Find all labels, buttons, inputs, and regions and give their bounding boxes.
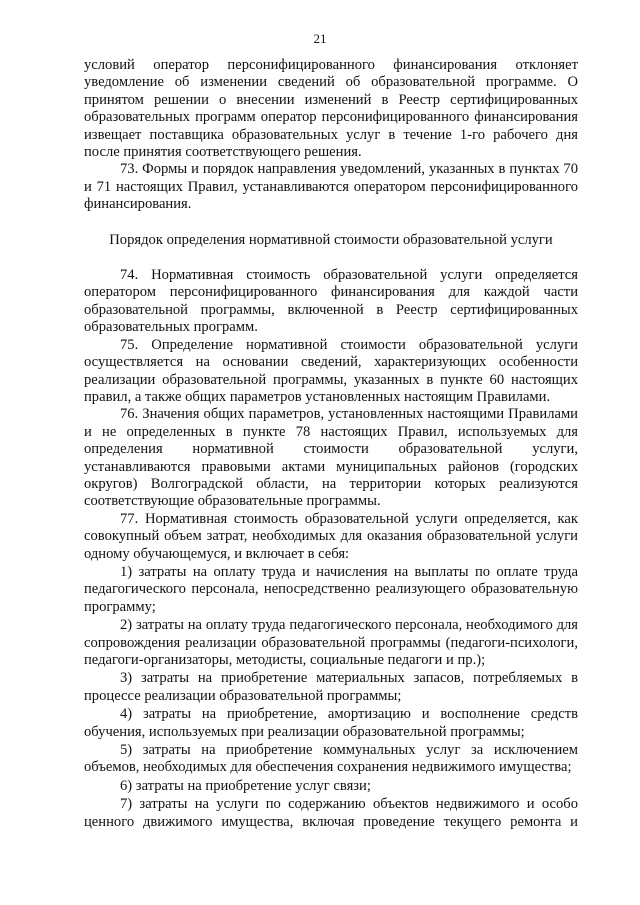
paragraph-continuation: условий оператор персонифицированного финансирования отклоняет уведомление об изменении сведений об образовательной программе. О принятом решении о внесении изменений в Реестр сертифицированных образовательных программ оператор персонифицированного финансирования извещает поставщика образовательных услуг в течение 1-го рабочего дня после принятия соответствующего решения.	[84, 57, 578, 161]
list-item-1: 1) затраты на оплату труда и начисления на выплаты по оплате труда педагогического персонала, непосредственно реализующего образовательную программу;	[84, 563, 578, 615]
document-body	[84, 57, 578, 831]
list-item-6: 6) затраты на приобретение услуг связи;	[120, 777, 371, 794]
list-item-3: 3) затраты на приобретение материальных запасов, потребляемых в процессе реализации образовательной программы;	[84, 670, 578, 704]
page-number: 21	[313, 31, 327, 46]
list-item-4: 4) затраты на приобретение, амортизацию и восполнение средств обучения, используемых при реализации образовательной программы;	[84, 706, 578, 740]
paragraph-73: 73. Формы и порядок направления уведомлений, указанных в пунктах 70 и 71 настоящих Правил, устанавливаются оператором персонифицированного финансирования.	[84, 161, 578, 213]
list-item-2: 2) затраты на оплату труда педагогического персонала, необходимого для сопровождения реализации образовательной программы (педагоги-психологи, педагоги-организаторы, методисты, социальные педагоги и пр.);	[84, 617, 578, 668]
list-item-5: 5) затраты на приобретение коммунальных услуг за исключением объемов, необходимых для обеспечения сохранения недвижимого имущества;	[84, 742, 578, 776]
paragraph-75: 75. Определение нормативной стоимости образовательной услуги осуществляется на основании сведений, характеризующих особенности реализации образовательной программы, указанных в пункте 60 настоящих правил, а также общих параметров установленных настоящим Правилами.	[84, 336, 578, 405]
paragraph-74: 74. Нормативная стоимость образовательной услуги определяется оператором персонифицированного финансирования для каждой части образовательной программы, включенной в Реестр сертифицированных образовательных программ.	[84, 267, 578, 336]
paragraph-76: 76. Значения общих параметров, установленных настоящими Правилами и не определенных в пункте 78 настоящих Правил, используемых для определения нормативной стоимости образовательной услуги, устанавливаются правовыми актами муниципальных районов (городских округов) Волгоградской области, на территории которых реализуются соответствующие образовательные программы.	[84, 406, 578, 510]
paragraph-77: 77. Нормативная стоимость образовательной услуги определяется, как совокупный объем затрат, необходимых для оказания образовательной услуги одному обучающемуся, и включает в себя:	[84, 510, 578, 562]
list-item-7: 7) затраты на услуги по содержанию объектов недвижимого и особо ценного движимого имущества, включая проведение текущего ремонта и	[84, 796, 578, 830]
section-heading: Порядок определения нормативной стоимости образовательной услуги	[109, 231, 553, 248]
